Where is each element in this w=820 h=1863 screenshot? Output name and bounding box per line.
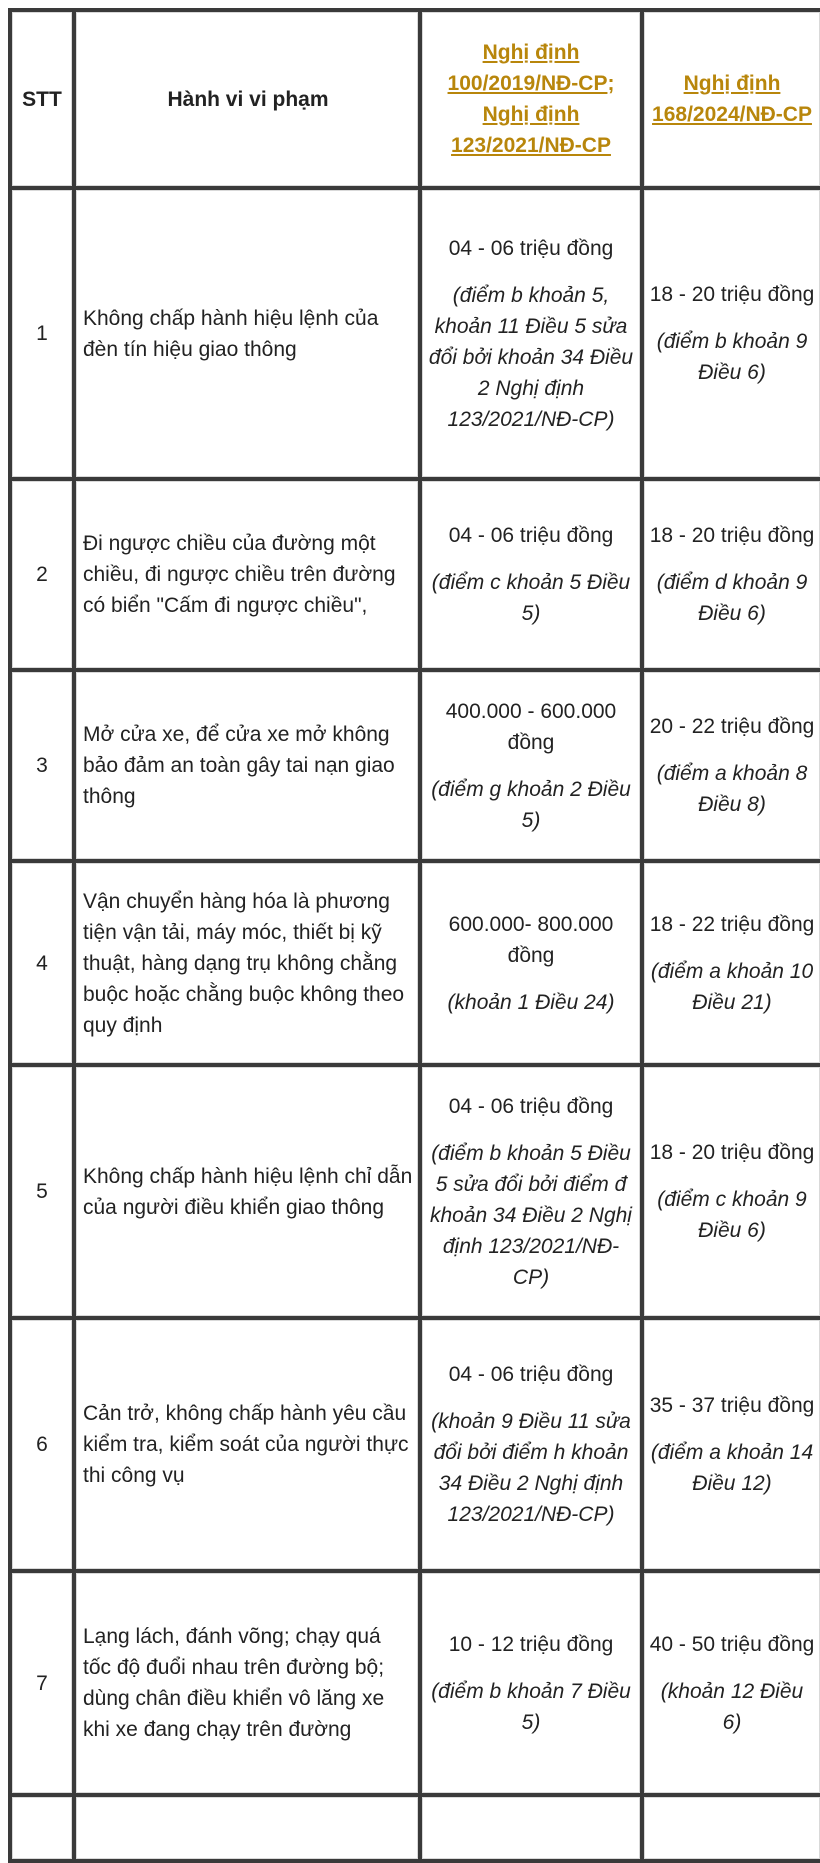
new-fine: 18 - 22 triệu đồng: [649, 912, 815, 936]
old-fine: 600.000- 800.000 đồng: [448, 912, 614, 967]
old-legal-ref: (khoản 1 Điều 24): [447, 990, 615, 1014]
row-action: Không chấp hành hiệu lệnh chỉ dẫn của người điều khiển giao thông: [76, 1067, 418, 1316]
table-row: [12, 1067, 820, 1316]
new-fine: 40 - 50 triệu đồng: [649, 1632, 815, 1656]
row-new-penalty: [644, 1067, 820, 1316]
row-old-penalty: [422, 190, 640, 477]
old-legal-ref: (điểm b khoản 5, khoản 11 Điều 5 sửa đổi bởi khoản 34 Điều 2 Nghị định 123/2021/NĐ-CP): [428, 283, 634, 431]
row-action: Vận chuyển hàng hóa là phương tiện vận tải, máy móc, thiết bị kỹ thuật, hàng dạng trụ không chằng buộc hoặc chằng buộc không theo quy định: [76, 863, 418, 1063]
row-action: Mở cửa xe, để cửa xe mở không bảo đảm an toàn gây tai nạn giao thông: [76, 672, 418, 859]
new-legal-ref: (điểm b khoản 9 Điều 6): [656, 330, 808, 384]
table-row-partial: [12, 1797, 820, 1859]
row-old-penalty: [422, 672, 640, 859]
new-fine: 18 - 20 triệu đồng: [649, 524, 815, 547]
row-action-empty: [76, 1797, 418, 1859]
row-stt: 3: [12, 672, 72, 859]
new-legal-ref: (điểm a khoản 14 Điều 12): [650, 1441, 814, 1495]
old-fine: 04 - 06 triệu đồng: [448, 236, 614, 260]
decree-100-2019-link[interactable]: Nghị định 100/2019/NĐ-CP: [447, 41, 608, 95]
new-fine: 18 - 20 triệu đồng: [649, 1141, 815, 1164]
old-legal-ref: (điểm b khoản 5 Điều 5 sửa đổi bởi điểm đ khoản 34 Điều 2 Nghị định 123/2021/NĐ-CP): [430, 1141, 632, 1289]
row-action: Đi ngược chiều của đường một chiều, đi ngược chiều trên đường có biển "Cấm đi ngược chiều",: [76, 481, 418, 668]
table-row: [12, 190, 820, 477]
table-row: [12, 481, 820, 668]
row-new-penalty: [644, 863, 820, 1063]
header-separator: ;: [607, 72, 615, 95]
old-fine: 04 - 06 triệu đồng: [448, 1363, 614, 1386]
old-fine: 04 - 06 triệu đồng: [448, 1094, 614, 1118]
table-row: [12, 1320, 820, 1569]
old-legal-ref: (khoản 9 Điều 11 sửa đổi bởi điểm h khoản 34 Điều 2 Nghị định 123/2021/NĐ-CP): [431, 1410, 631, 1526]
row-new-penalty: [644, 190, 820, 477]
new-legal-ref: (khoản 12 Điều 6): [660, 1679, 804, 1734]
new-legal-ref: (điểm d khoản 9 Điều 6): [656, 571, 808, 625]
row-action: Cản trở, không chấp hành yêu cầu kiểm tra, kiểm soát của người thực thi công vụ: [76, 1320, 418, 1569]
row-old-penalty: [422, 1067, 640, 1316]
row-new-penalty: [644, 481, 820, 668]
row-old-penalty: [422, 1320, 640, 1569]
row-old-penalty: [422, 481, 640, 668]
decree-168-2024-link[interactable]: Nghị định 168/2024/NĐ-CP: [652, 72, 812, 126]
penalty-table-container: [8, 8, 815, 1838]
table-header-row: [12, 12, 820, 186]
row-new-penalty-empty: [644, 1797, 820, 1859]
old-fine: 04 - 06 triệu đồng: [448, 524, 614, 547]
table-row: [12, 672, 820, 859]
penalty-comparison-table: [8, 8, 820, 1863]
new-fine: 35 - 37 triệu đồng: [649, 1394, 815, 1417]
row-stt: 1: [12, 190, 72, 477]
old-fine: 10 - 12 triệu đồng: [448, 1632, 614, 1656]
row-stt: 7: [12, 1573, 72, 1793]
old-legal-ref: (điểm c khoản 5 Điều 5): [431, 571, 631, 625]
row-stt: 4: [12, 863, 72, 1063]
row-stt-empty: [12, 1797, 72, 1859]
row-new-penalty: [644, 672, 820, 859]
header-old-decrees: [422, 12, 640, 186]
row-old-penalty: [422, 863, 640, 1063]
header-new-decree: [644, 12, 820, 186]
new-legal-ref: (điểm a khoản 10 Điều 21): [650, 959, 814, 1014]
table-row: [12, 1573, 820, 1793]
old-legal-ref: (điểm b khoản 7 Điều 5): [431, 1679, 631, 1734]
header-stt: STT: [12, 12, 72, 186]
row-old-penalty-empty: [422, 1797, 640, 1859]
row-new-penalty: [644, 1320, 820, 1569]
row-stt: 6: [12, 1320, 72, 1569]
row-old-penalty: [422, 1573, 640, 1793]
row-stt: 5: [12, 1067, 72, 1316]
new-legal-ref: (điểm c khoản 9 Điều 6): [657, 1188, 807, 1242]
new-fine: 20 - 22 triệu đồng: [649, 715, 815, 738]
row-new-penalty: [644, 1573, 820, 1793]
row-action: Lạng lách, đánh võng; chạy quá tốc độ đuổi nhau trên đường bộ; dùng chân điều khiển vô lăng xe khi xe đang chạy trên đường: [76, 1573, 418, 1793]
table-row: [12, 863, 820, 1063]
row-action: Không chấp hành hiệu lệnh của đèn tín hiệu giao thông: [76, 190, 418, 477]
header-action: Hành vi vi phạm: [76, 12, 418, 186]
decree-123-2021-link[interactable]: Nghị định 123/2021/NĐ-CP: [451, 103, 611, 157]
new-legal-ref: (điểm a khoản 8 Điều 8): [656, 762, 808, 816]
old-legal-ref: (điểm g khoản 2 Điều 5): [431, 777, 631, 832]
old-fine: 400.000 - 600.000 đồng: [445, 699, 617, 754]
new-fine: 18 - 20 triệu đồng: [649, 283, 815, 306]
row-stt: 2: [12, 481, 72, 668]
